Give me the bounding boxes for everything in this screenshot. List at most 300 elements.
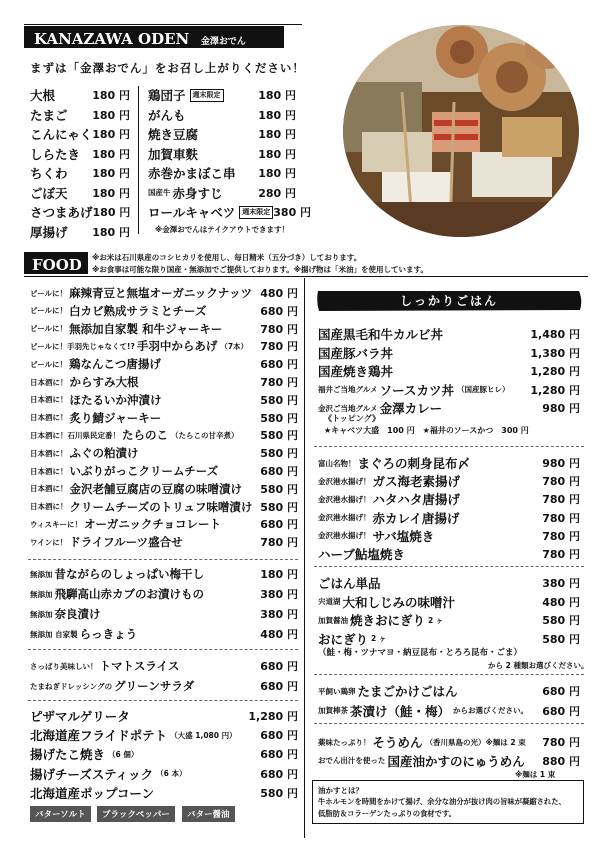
- item-name: サバ塩焼き: [372, 528, 435, 544]
- item-price: 780 円: [260, 322, 298, 336]
- item-name: 鶏なんこつ唐揚げ: [69, 357, 161, 372]
- chip-butter-salt: バターソルト: [30, 806, 91, 822]
- item-price: 780 円: [542, 511, 580, 525]
- snack-item-name-wrap: [30, 303, 260, 319]
- item-name: ほたるいか沖漬け: [69, 392, 162, 407]
- oden-item: [30, 125, 130, 143]
- oden-item-name-wrap: [148, 125, 258, 143]
- rice-item: [318, 593, 580, 611]
- item-prefix: 無添加 自家製: [30, 629, 78, 639]
- item-price: 580 円: [260, 429, 298, 443]
- item-name: 金沢老舗豆腐店の豆腐の味噌漬け: [69, 481, 242, 496]
- item-name: そうめん: [372, 735, 423, 750]
- snack-item-name-wrap: [30, 374, 260, 390]
- item-price: 580 円: [260, 411, 298, 425]
- item-prefix: 日本酒に！: [30, 466, 68, 476]
- item-price: 180 円: [92, 167, 130, 180]
- item-price: 580 円: [260, 786, 298, 800]
- fish-item-name-wrap: [318, 527, 542, 545]
- item-price: 180 円: [92, 89, 130, 102]
- rice-item-name-wrap: [318, 611, 542, 629]
- item-price: 780 円: [260, 376, 298, 389]
- item-price: 580 円: [260, 500, 298, 514]
- oden-subtitle: 金澤おでん: [200, 37, 246, 47]
- item-name: 無添加自家製 和牛ジャーキー: [69, 321, 223, 336]
- food-note-1: ※お米は石川県産のコシヒカリを使用し、毎日精米（五分づき）しております。: [92, 253, 362, 262]
- item-name: ドライフルーツ盛合せ: [69, 535, 183, 550]
- item-prefix: 福井ご当地グルメ: [318, 385, 378, 394]
- hot-item: [30, 784, 298, 802]
- item-name: ふぐの粕漬け: [69, 446, 139, 461]
- item-price: 680 円: [260, 518, 298, 532]
- item-name: 奈良漬け: [54, 607, 101, 621]
- item-prefix: 国産牛: [148, 188, 171, 197]
- item-price: 680 円: [260, 748, 298, 762]
- oden-item-name-wrap: [30, 223, 92, 241]
- item-name: 手羽中からあげ: [136, 339, 218, 354]
- rice-item: [318, 630, 580, 648]
- chip-black-pepper: ブラックペッパー: [97, 806, 175, 822]
- pickle-item-name-wrap: [30, 566, 260, 582]
- oden-item: [148, 203, 312, 221]
- item-name: ごぼ天: [30, 185, 68, 201]
- item-name: しらたき: [30, 146, 81, 162]
- item-price: 380 円: [542, 577, 580, 590]
- oden-photo: [342, 22, 580, 240]
- snack-item-name-wrap: [30, 463, 260, 479]
- item-prefix: ビールに！手羽先じゃなくて!?: [30, 341, 135, 351]
- oden-item: [30, 106, 130, 124]
- item-price: 580 円: [260, 482, 298, 496]
- oden-header-top-rule: [24, 24, 302, 25]
- hot-item-name-wrap: [30, 745, 260, 763]
- item-prefix: ワインに！: [30, 537, 68, 547]
- oden-item-name-wrap: [30, 106, 92, 124]
- snack-item-name-wrap: [30, 356, 260, 372]
- oden-intro: まずは「金澤おでん」をお召し上がりください！: [30, 61, 305, 75]
- bowl-item: [318, 344, 580, 362]
- item-name: 赤カレイ唐揚げ: [372, 510, 460, 526]
- item-name: ちくわ: [30, 166, 68, 181]
- item-name: たらのこ: [122, 428, 168, 443]
- item-prefix: 薬味たっぷり！: [318, 737, 371, 747]
- item-name: 麻辣青豆と無塩オーガニックナッツ: [69, 286, 253, 300]
- item-price: 180 円: [258, 128, 296, 141]
- item-note: 2 ヶ: [371, 634, 387, 643]
- item-note: （6 個）: [108, 749, 139, 759]
- item-prefix: ビールに！: [30, 306, 68, 316]
- snack-item-name-wrap: [30, 410, 260, 426]
- item-name: からすみ大根: [69, 375, 139, 389]
- item-name: さつまあげ: [30, 205, 93, 220]
- food-title: FOOD: [32, 256, 82, 274]
- fish-item: [318, 527, 580, 545]
- item-prefix: 無添加: [30, 609, 53, 619]
- snack-item-name-wrap: [30, 338, 260, 354]
- item-name: 飛騨高山赤カブのお漬けもの: [54, 587, 204, 601]
- snack-item: [30, 445, 298, 461]
- item-name: たまごかけごはん: [357, 684, 458, 699]
- item-name: 焼き豆腐: [148, 127, 199, 142]
- item-price: 780 円: [542, 529, 580, 543]
- item-prefix: 富山名物！: [318, 458, 356, 468]
- hot-item-name-wrap: [30, 784, 260, 802]
- rice-item: [318, 611, 580, 629]
- salad-item: [30, 678, 298, 694]
- item-prefix: ビールに！: [30, 359, 68, 369]
- item-name: 国産黒毛和牛カルビ丼: [318, 327, 444, 342]
- item-price: 680 円: [260, 680, 298, 693]
- hot-item-name-wrap: [30, 765, 260, 783]
- item-price: 980 円: [542, 457, 580, 470]
- salad-item-name-wrap: [30, 678, 260, 694]
- rice-item-name-wrap: [318, 593, 542, 611]
- item-name: 鶏団子: [148, 88, 186, 103]
- snack-item: [30, 356, 298, 372]
- item-price: 580 円: [542, 632, 580, 646]
- noodle-item: [318, 733, 580, 751]
- item-name: いぶりがっこクリームチーズ: [69, 464, 219, 478]
- item-name: ピザマルゲリータ: [30, 709, 130, 724]
- weekend-badge: 週末限定: [239, 206, 273, 219]
- hot-item-name-wrap: [30, 707, 248, 725]
- food-header-rule: [24, 276, 588, 277]
- oden-item-name-wrap: [148, 106, 258, 124]
- snack-item: [30, 374, 298, 390]
- oden-item: [30, 145, 130, 163]
- divider-fish: [314, 566, 584, 567]
- pickle-item-name-wrap: [30, 626, 260, 642]
- item-name: 国産油かすのにゅうめん: [387, 753, 525, 769]
- item-price: 780 円: [260, 340, 298, 354]
- item-name: 国産焼き鶏丼: [318, 364, 394, 379]
- item-prefix: 日本酒に！: [30, 484, 68, 494]
- item-prefix: 無添加: [30, 569, 53, 579]
- hot-item: [30, 765, 298, 783]
- item-prefix: 金沢ご当地グルメ: [318, 403, 378, 413]
- rice-item-name-wrap: [318, 574, 542, 592]
- tkg-item: [318, 702, 580, 720]
- tkg-item-name-wrap: [318, 702, 542, 720]
- oden-item-name-wrap: [30, 184, 92, 202]
- item-note: （たらこの甘辛煮）: [171, 430, 239, 440]
- bowl-item: [318, 325, 580, 343]
- oden-item-name-wrap: [30, 125, 92, 143]
- tkg-item: [318, 682, 580, 700]
- item-name: ガス海老素揚げ: [372, 474, 461, 490]
- item-name: 昔ながらのしょっぱい梅干し: [54, 567, 204, 581]
- item-price: 180 円: [92, 147, 130, 161]
- snack-item: [30, 410, 298, 426]
- item-name: 赤身すじ: [172, 185, 223, 201]
- item-name: こんにゃく: [30, 127, 93, 142]
- bowl-item-name-wrap: [318, 325, 530, 343]
- rice-item-name-wrap: [318, 630, 542, 648]
- snack-item: [30, 285, 298, 301]
- item-name: ソースカツ丼: [379, 382, 454, 398]
- pickle-item-name-wrap: [30, 606, 260, 622]
- item-price: 880 円: [542, 754, 580, 768]
- hot-item: [30, 726, 298, 744]
- food-header: [24, 252, 88, 274]
- oden-item-name-wrap: [148, 184, 258, 202]
- item-name: おにぎり: [318, 631, 369, 647]
- item-prefix: ビールに！: [30, 324, 68, 334]
- item-name: 揚げチーズスティック: [30, 766, 154, 782]
- onigiri-fillings: （鮭・梅・ツナマヨ・納豆昆布・とろろ昆布・ごま）: [318, 648, 523, 658]
- item-prefix: 宍道湖: [318, 597, 341, 606]
- oden-item: [30, 203, 130, 221]
- item-price: 680 円: [260, 304, 298, 318]
- aburakasu-text-2: 低脂肪＆コラーゲンたっぷりの食材です。: [318, 809, 456, 818]
- snack-item: [30, 303, 298, 319]
- hot-item: [30, 745, 298, 763]
- item-name: 焼きおにぎり: [350, 613, 426, 628]
- item-price: 480 円: [542, 595, 580, 609]
- oden-header: [24, 26, 284, 48]
- aburakasu-text-1: 牛ホルモンを時間をかけて揚げ、余分な油分が抜け肉の旨味が凝縮された、: [318, 797, 566, 806]
- oden-item-name-wrap: [148, 203, 273, 221]
- aburakasu-title: 油かすとは？: [318, 786, 363, 795]
- snack-item-name-wrap: [30, 499, 260, 515]
- fish-item-name-wrap: [318, 454, 542, 472]
- item-note: からお選びください。: [453, 706, 529, 715]
- oden-item: [30, 86, 130, 104]
- snack-item-name-wrap: [30, 516, 260, 532]
- hot-item: [30, 707, 298, 725]
- item-note: （大盛 1,080 円）: [170, 730, 237, 740]
- item-name: 国産豚バラ丼: [318, 345, 394, 361]
- item-price: 980 円: [542, 402, 580, 415]
- item-price: 1,280 円: [530, 383, 580, 397]
- snack-item-name-wrap: [30, 392, 260, 408]
- oden-item: [148, 164, 296, 182]
- divider-bowls: [314, 446, 584, 447]
- item-price: 680 円: [260, 358, 298, 372]
- fish-item: [318, 509, 580, 527]
- item-price: 1,480 円: [530, 328, 580, 341]
- item-prefix: 無添加: [30, 589, 53, 599]
- item-price: 1,380 円: [530, 346, 580, 360]
- noodle-item-name-wrap: [318, 752, 542, 770]
- fish-item: [318, 472, 580, 490]
- item-price: 180 円: [92, 108, 130, 122]
- divider-snacks: [28, 559, 298, 560]
- hot-item-name-wrap: [30, 726, 260, 744]
- item-name: 炙り鯖ジャーキー: [69, 410, 162, 425]
- oden-item: [148, 106, 296, 124]
- oden-item-name-wrap: [30, 203, 93, 221]
- item-price: 780 円: [542, 493, 580, 507]
- oden-item: [148, 184, 296, 202]
- item-name: 大和しじみの味噌汁: [342, 594, 456, 610]
- pickle-item: [30, 606, 298, 622]
- oden-item: [148, 145, 296, 163]
- oden-item: [148, 125, 296, 143]
- item-prefix: 日本酒に！石川県民定番！: [30, 430, 120, 440]
- item-price: 380 円: [273, 206, 312, 219]
- item-prefix: 日本酒に！: [30, 395, 68, 405]
- oden-divider: [138, 86, 139, 234]
- item-name: 北海道産フライドポテト: [30, 728, 168, 744]
- item-name: 金澤カレー: [379, 401, 443, 416]
- item-prefix: 金沢港水揚げ！: [318, 513, 371, 523]
- fish-item-name-wrap: [318, 509, 542, 527]
- item-name: グリーンサラダ: [114, 679, 195, 693]
- pickle-item: [30, 626, 298, 642]
- item-price: 180 円: [258, 108, 296, 122]
- item-prefix: 日本酒に！: [30, 377, 68, 387]
- fish-item-name-wrap: [318, 472, 542, 490]
- item-price: 180 円: [258, 89, 296, 102]
- snack-item: [30, 392, 298, 408]
- snack-item: [30, 534, 298, 550]
- bowl-item-name-wrap: [318, 362, 530, 380]
- oden-item-name-wrap: [148, 145, 258, 163]
- pickle-item-name-wrap: [30, 586, 260, 602]
- item-prefix: ウィスキーに！: [30, 519, 83, 529]
- item-note: （香川県島の光）※麺は 2 束: [425, 737, 526, 747]
- snack-item-name-wrap: [30, 481, 260, 497]
- item-name: ハタハタ唐揚げ: [372, 492, 460, 508]
- oden-title: KANAZAWA ODEN: [34, 30, 190, 48]
- bowl-item-name-wrap: [318, 344, 530, 362]
- item-price: 680 円: [260, 767, 298, 781]
- oden-item: [30, 164, 130, 182]
- item-price: 780 円: [542, 475, 580, 489]
- item-note: （国産豚ヒレ）: [456, 385, 510, 394]
- item-name: 赤巻かまぼこ串: [148, 166, 236, 181]
- snack-item-name-wrap: [30, 427, 260, 443]
- snack-item: [30, 321, 298, 337]
- chip-butter-soy: バター醤油: [182, 806, 235, 822]
- item-prefix: 日本酒に！: [30, 448, 68, 458]
- oden-item-name-wrap: [30, 145, 92, 163]
- item-prefix: 日本酒に！: [30, 413, 68, 423]
- divider-pickles: [28, 649, 298, 650]
- noodle-note: ※麺は 1 束: [515, 770, 556, 779]
- item-price: 180 円: [258, 147, 296, 161]
- fish-item: [318, 454, 580, 472]
- topping-text: ★キャベツ大盛 100 円 ★福井のソースかつ 300 円: [324, 426, 529, 435]
- bowl-item: [318, 381, 580, 399]
- snack-item: [30, 499, 298, 515]
- item-price: 280 円: [258, 186, 296, 200]
- item-prefix: 金沢港水揚げ！: [318, 494, 371, 504]
- oden-item-name-wrap: [148, 86, 258, 104]
- item-name: まぐろの刺身昆布〆: [357, 456, 471, 471]
- item-prefix: ビールに！: [30, 288, 68, 298]
- divider-tkg: [314, 723, 584, 724]
- divider-rice: [314, 674, 584, 675]
- item-price: 480 円: [260, 287, 298, 300]
- item-price: 580 円: [260, 447, 298, 461]
- item-name: クリームチーズのトリュフ味噌漬け: [69, 499, 253, 514]
- item-prefix: たまねぎドレッシングの: [30, 681, 113, 691]
- oden-item: [148, 86, 296, 104]
- item-name: 厚揚げ: [30, 224, 68, 240]
- item-name: 北海道産ポップコーン: [30, 785, 155, 801]
- snack-item: [30, 338, 298, 354]
- item-price: 680 円: [260, 465, 298, 478]
- item-name: トマトスライス: [99, 659, 180, 673]
- item-prefix: 金沢港水揚げ！: [318, 531, 371, 541]
- item-name: らっきょう: [79, 627, 138, 641]
- snack-item: [30, 516, 298, 532]
- food-column-divider: [304, 278, 305, 838]
- weekend-badge: 週末限定: [190, 89, 224, 102]
- snack-item-name-wrap: [30, 445, 260, 461]
- fish-item-name-wrap: [318, 490, 542, 508]
- snack-item: [30, 481, 298, 497]
- bowl-item: [318, 362, 580, 380]
- item-prefix: おでん出汁を使った: [318, 756, 386, 765]
- item-price: 680 円: [260, 729, 298, 743]
- pickle-item: [30, 586, 298, 602]
- item-prefix: 平飼い鶏卵: [318, 686, 356, 696]
- item-price: 180 円: [92, 186, 130, 200]
- item-name: 大根: [30, 88, 56, 103]
- gohan-title: しっかりごはん: [399, 294, 498, 308]
- item-prefix: 加賀醤油: [318, 615, 348, 625]
- topping-title: 《トッピング》: [324, 414, 380, 423]
- item-price: 180 円: [92, 225, 130, 239]
- divider-salads: [28, 700, 298, 701]
- item-price: 780 円: [260, 536, 298, 550]
- item-prefix: さっぱり美味しい！: [30, 661, 98, 671]
- salad-item: [30, 658, 298, 674]
- item-price: 580 円: [260, 393, 298, 407]
- item-name: 揚げたこ焼き: [30, 747, 106, 763]
- fish-item: [318, 490, 580, 508]
- item-price: 480 円: [260, 628, 298, 641]
- item-price: 780 円: [542, 736, 580, 749]
- item-price: 180 円: [260, 568, 298, 581]
- item-price: 380 円: [260, 588, 298, 601]
- item-price: 680 円: [260, 660, 298, 673]
- oden-item-name-wrap: [30, 164, 92, 182]
- snack-item-name-wrap: [30, 285, 260, 301]
- item-prefix: 加賀棒茶: [318, 706, 348, 715]
- fish-item-name-wrap: [318, 545, 542, 563]
- snack-item: [30, 463, 298, 479]
- oden-item-name-wrap: [30, 86, 92, 104]
- item-price: 180 円: [92, 206, 131, 219]
- item-price: 180 円: [258, 167, 296, 180]
- item-price: 680 円: [542, 704, 580, 718]
- item-name: ハーブ鮎塩焼き: [318, 547, 405, 562]
- item-note: （7本）: [220, 341, 249, 351]
- salad-item-name-wrap: [30, 658, 260, 674]
- item-name: 茶漬け（鮭・梅）: [350, 703, 451, 719]
- item-prefix: 金沢港水揚げ！: [318, 476, 371, 486]
- item-note: （6 本）: [156, 769, 187, 779]
- noodle-item: [318, 752, 580, 770]
- snack-item: [30, 427, 298, 443]
- tkg-item-name-wrap: [318, 682, 542, 700]
- item-note: 2 ヶ: [428, 615, 444, 625]
- oden-item-name-wrap: [148, 164, 258, 182]
- item-price: 1,280 円: [248, 710, 298, 723]
- food-note-2: ※お食事は可能な限り国産・無添加でご提供しております。※揚げ物は「米油」を使用しています。: [92, 265, 428, 274]
- item-price: 1,280 円: [530, 365, 580, 378]
- item-price: 780 円: [542, 548, 580, 561]
- item-name: がんも: [148, 107, 186, 123]
- item-name: たまご: [30, 107, 68, 123]
- item-price: 580 円: [542, 614, 580, 627]
- noodle-item-name-wrap: [318, 733, 542, 751]
- item-prefix: 日本酒に！: [30, 502, 68, 512]
